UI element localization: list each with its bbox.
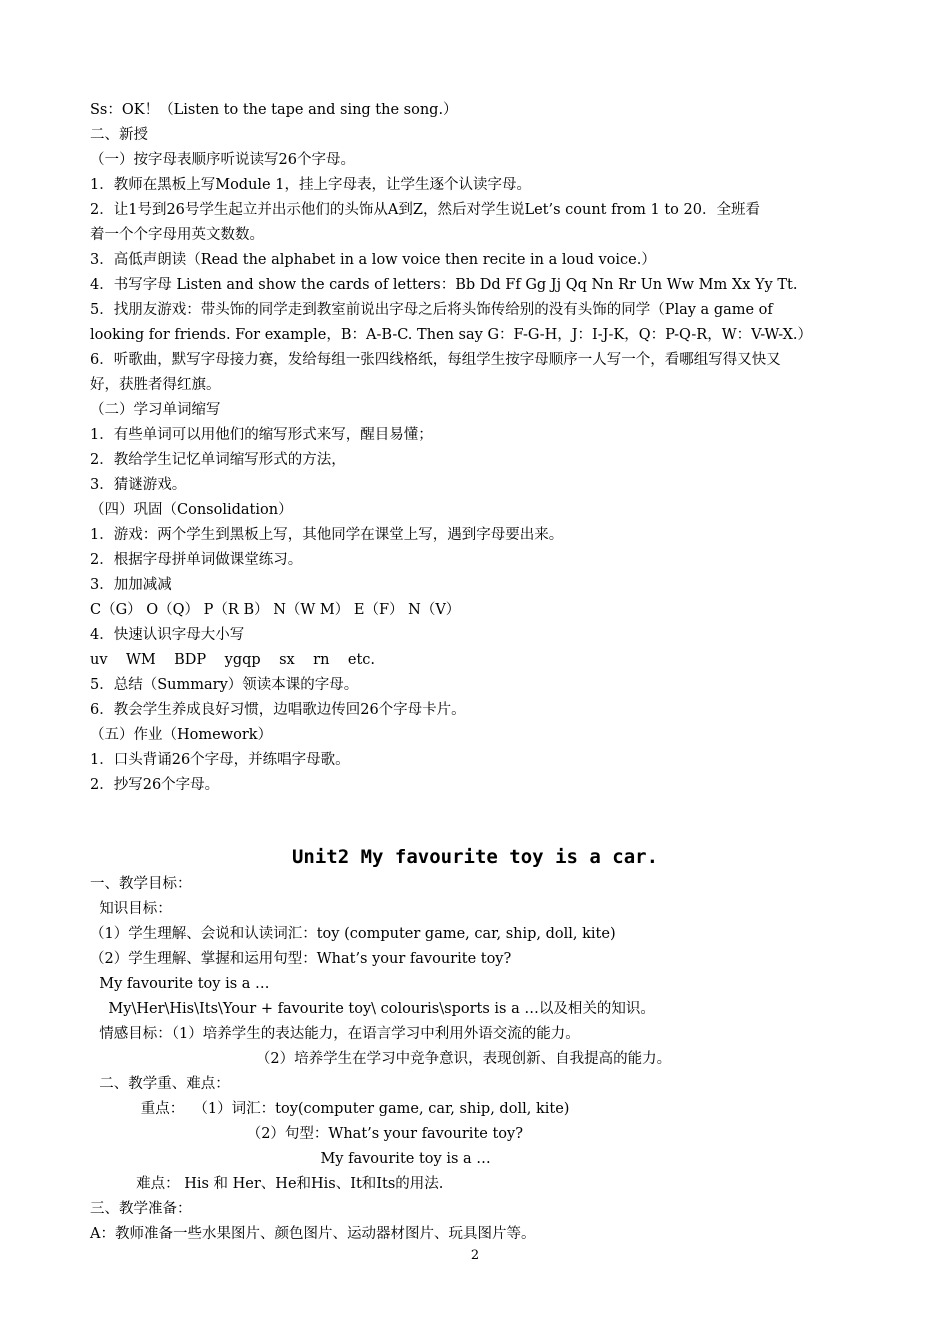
subsection-heading: （一）按字母表顺序听说读写26个字母。 bbox=[90, 152, 355, 168]
text-line: 1．口头背诵26个字母，并练唱字母歌。 bbox=[90, 752, 350, 768]
text-line: （2）学生理解、掌握和运用句型：What’s your favourite toy? bbox=[90, 951, 512, 967]
text-line: 1．有些单词可以用他们的缩写形式来写，醒目易懂； bbox=[90, 427, 433, 443]
text-line: 好，获胜者得红旗。 bbox=[90, 377, 221, 393]
text-line: （2）句型：What’s your favourite toy? bbox=[90, 1126, 523, 1142]
text-line: 2．教给学生记忆单词缩写形式的方法， bbox=[90, 452, 346, 468]
text-line: 4．书写字母 Listen and show the cards of letters：Bb Dd Ff Gg Jj Qq Nn Rr Un Ww Mm Xx Yy Tt. bbox=[90, 277, 798, 293]
text-line: 3．高低声朗读（Read the alphabet in a low voice then recite in a loud voice.） bbox=[90, 252, 656, 268]
text-line: 2．根据字母拼单词做课堂练习。 bbox=[90, 552, 303, 568]
text-line: 1．游戏：两个学生到黑板上写，其他同学在课堂上写，遇到字母要出来。 bbox=[90, 527, 564, 543]
page-number: 2 bbox=[470, 1248, 480, 1263]
text-line: My favourite toy is a … bbox=[90, 976, 270, 992]
text-line: 2．让1号到26号学生起立并出示他们的头饰从A到Z，然后对学生说Let’s count from 1 to 20．全班看 bbox=[90, 202, 760, 218]
text-line: A：教师准备一些水果图片、颜色图片、运动器材图片、玩具图片等。 bbox=[90, 1226, 536, 1242]
text-line: （2）培养学生在学习中竞争意识，表现创新、自我提高的能力。 bbox=[90, 1051, 672, 1067]
section-heading: 二、教学重、难点： bbox=[90, 1076, 230, 1092]
text-line: My\Her\His\Its\Your + favourite toy\ colouris\sports is a …以及相关的知识。 bbox=[90, 1001, 655, 1017]
text-line: 重点： （1）词汇：toy(computer game, car, ship, doll, kite) bbox=[90, 1101, 570, 1117]
text-line: My favourite toy is a … bbox=[90, 1151, 491, 1167]
text-line: C（G） O（Q） P（R B） N（W M） E（F） N（V） bbox=[90, 602, 461, 618]
text-line: 5．总结（Summary）领读本课的字母。 bbox=[90, 677, 359, 693]
text-line: uv WM BDP ygqp sx rn etc. bbox=[90, 652, 376, 668]
text-line: 2．抄写26个字母。 bbox=[90, 777, 220, 793]
text-line: 3．加加减减 bbox=[90, 577, 172, 593]
text-line: looking for friends. For example，B：A-B-C. Then say G：F-G-H，J：I-J-K，Q：P-Q-R，W：V-W-X.） bbox=[90, 327, 813, 343]
text-line: 6．听歌曲，默写字母接力赛，发给每组一张四线格纸，每组学生按字母顺序一人写一个，看哪组写得又快又 bbox=[90, 352, 781, 368]
text-line: （1）学生理解、会说和认读词汇：toy (computer game, car, ship, doll, kite) bbox=[90, 926, 616, 942]
text-line: 6．教会学生养成良好习惯，边唱歌边传回26个字母卡片。 bbox=[90, 702, 466, 718]
text-line: 情感目标：（1）培养学生的表达能力，在语言学习中利用外语交流的能力。 bbox=[90, 1026, 580, 1042]
text-line: 知识目标： bbox=[90, 901, 172, 917]
subsection-heading: （四）巩固（Consolidation） bbox=[90, 502, 293, 518]
text-line: 5．找朋友游戏：带头饰的同学走到教室前说出字母之后将头饰传给别的没有头饰的同学（Play a game of bbox=[90, 302, 773, 318]
section-heading: 二、新授 bbox=[90, 127, 148, 143]
text-line: 1．教师在黑板上写Module 1，挂上字母表，让学生逐个认读字母。 bbox=[90, 177, 531, 193]
text-line: Ss：OK！（Listen to the tape and sing the song.） bbox=[90, 102, 458, 118]
section-heading: 一、教学目标： bbox=[90, 876, 192, 892]
section-heading: 三、教学准备： bbox=[90, 1201, 192, 1217]
subsection-heading: （二）学习单词缩写 bbox=[90, 402, 221, 418]
unit-title: Unit2 My favourite toy is a car. bbox=[291, 846, 659, 868]
text-line: 难点： His 和 Her、He和His、It和Its的用法. bbox=[90, 1176, 444, 1192]
subsection-heading: （五）作业（Homework） bbox=[90, 727, 273, 743]
text-line: 着一个个字母用英文数数。 bbox=[90, 227, 264, 243]
text-line: 4．快速认识字母大小写 bbox=[90, 627, 245, 643]
text-line: 3．猜谜游戏。 bbox=[90, 477, 187, 493]
